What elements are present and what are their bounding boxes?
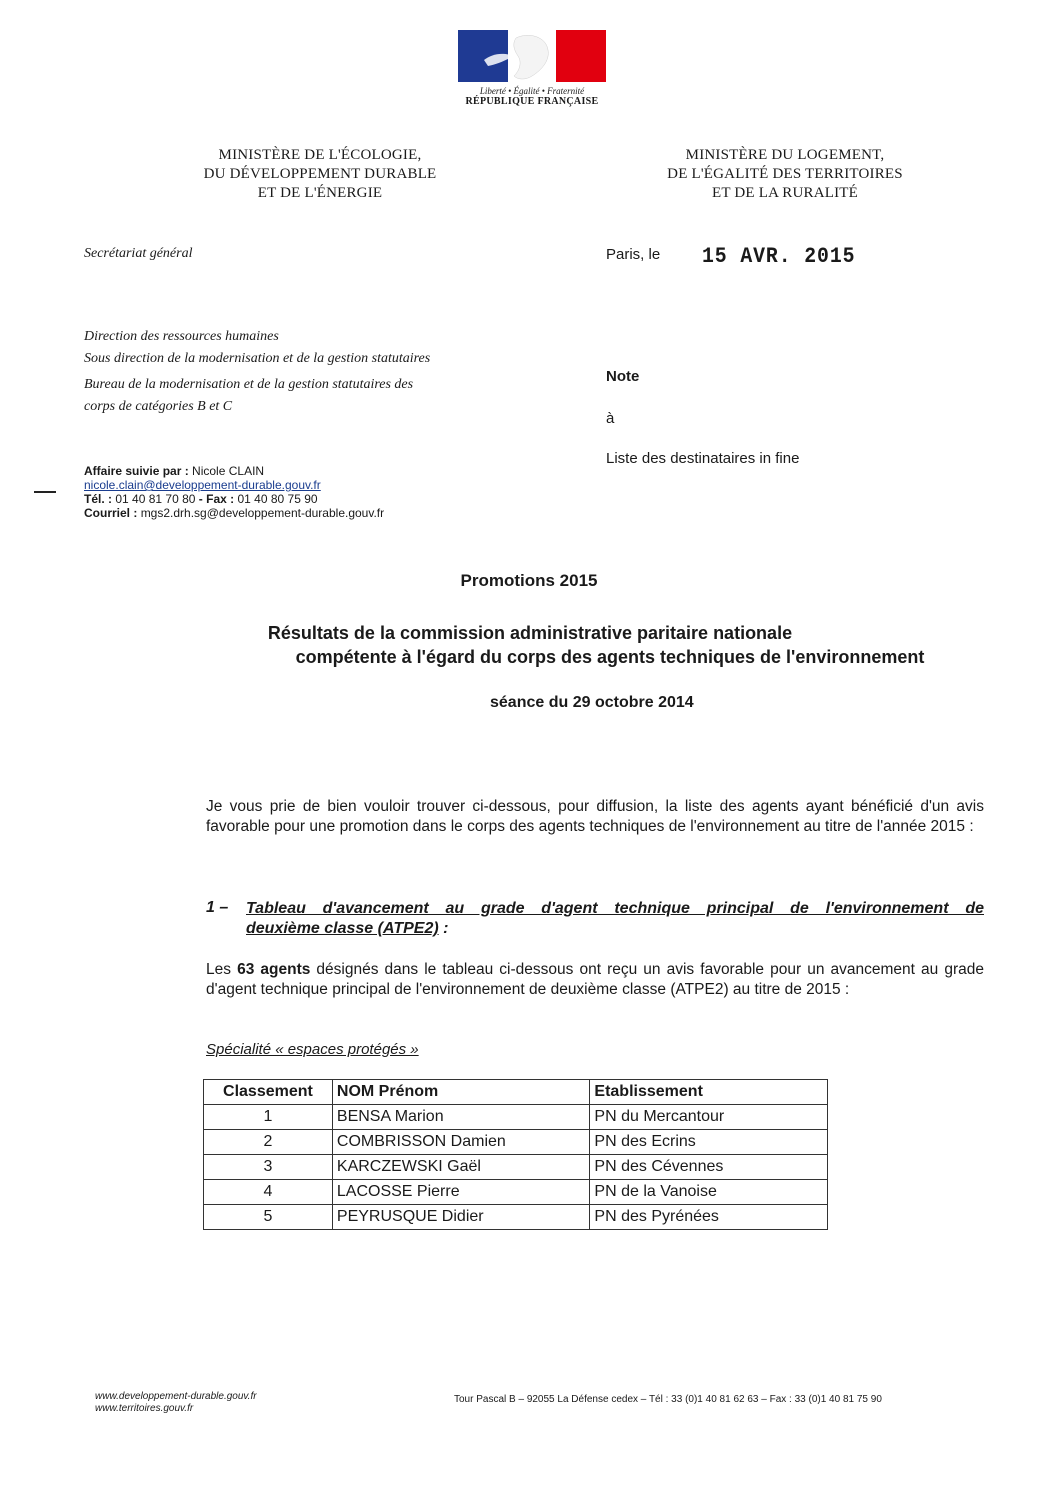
promotions-title: Promotions 2015 [460,571,598,590]
secretariat: Secrétariat général [84,246,193,261]
speciality-heading: Spécialité « espaces protégés » [206,1041,419,1058]
direction-block: Direction des ressources humaines Sous direction de la modernisation et de la gestion statutaires [84,329,431,366]
footer-site-link[interactable]: www.developpement-durable.gouv.fr [95,1391,257,1402]
table-row: 4 LACOSSE Pierre PN de la Vanoise [204,1180,828,1205]
note-recipients: Liste des destinataires in fine [606,450,800,467]
bureau-block: Bureau de la modernisation et de la gestion statutaires des corps de catégories B et C [84,377,414,414]
col-header-classement: Classement [204,1080,333,1105]
republic-motto: Liberté • Égalité • Fraternité [479,86,585,96]
seance-date: séance du 29 octobre 2014 [490,694,694,711]
footer-address: Tour Pascal B – 92055 La Défense cedex – Tél : 33 (0)1 40 81 62 63 – Fax : 33 (0)1 40 81 75 90 [454,1394,882,1405]
footer-websites [95,1391,257,1415]
ministry-right: MINISTÈRE DU LOGEMENT, DE L'ÉGALITÉ DES TERRITOIRES ET DE LA RURALITÉ [667,147,903,201]
contact-email-link[interactable]: nicole.clain@developpement-durable.gouv.fr [84,478,321,492]
ministry-left: MINISTÈRE DE L'ÉCOLOGIE, DU DÉVELOPPEMENT DURABLE ET DE L'ÉNERGIE [203,147,437,201]
note-label: Note [606,368,640,385]
col-header-nom: NOM Prénom [332,1080,590,1105]
section1-body: Les 63 agents désignés dans le tableau ci-dessous ont reçu un avis favorable pour un avancement au grade d'agent technique principal de l'environnement de deuxième classe (ATPE2) au titre de 2015 : [206,961,984,998]
table-row: 2 COMBRISSON Damien PN des Ecrins [204,1130,828,1155]
promotions-table [203,1079,828,1230]
col-header-etablissement: Etablissement [590,1080,828,1105]
marianne-profile-icon [458,30,606,82]
section1-number: 1 – [206,899,229,916]
footer-site-link[interactable]: www.territoires.gouv.fr [95,1403,194,1414]
table-row: 3 KARCZEWSKI Gaël PN des Cévennes [204,1155,828,1180]
margin-mark [34,491,56,493]
marianne-flag-icon [458,30,606,82]
note-to: à [606,410,615,427]
contact-block: Affaire suivie par : Nicole CLAIN nicole.clain@developpement-durable.gouv.fr Tél. : 01 40 81 70 80 - Fax : 01 40 80 75 90 Courriel : mgs2.drh.sg@developpement-durable.gouv.fr [84,464,385,520]
date-stamp: 15 AVR. 2015 [702,244,856,269]
intro-paragraph: Je vous prie de bien vouloir trouver ci-dessous, pour diffusion, la liste des agents ayant bénéficié d'un avis favorable pour une promotion dans le corps des agents techniques de l'environnement au titre de l'année 2015 : [206,798,984,835]
date-prefix: Paris, le [606,246,661,263]
table-row: 5 PEYRUSQUE Didier PN des Pyrénées [204,1205,828,1230]
table-row: 1 BENSA Marion PN du Mercantour [204,1105,828,1130]
republic-name: RÉPUBLIQUE FRANÇAISE [465,96,599,107]
section1-title: Tableau d'avancement au grade d'agent technique principal de l'environnement de deuxième classe (ATPE2) : [246,900,984,937]
republic-logo [452,30,612,107]
table-header-row [204,1080,828,1105]
main-title: Résultats de la commission administrative paritaire nationale compétente à l'égard du corps des agents techniques de l'environnement [267,623,925,667]
